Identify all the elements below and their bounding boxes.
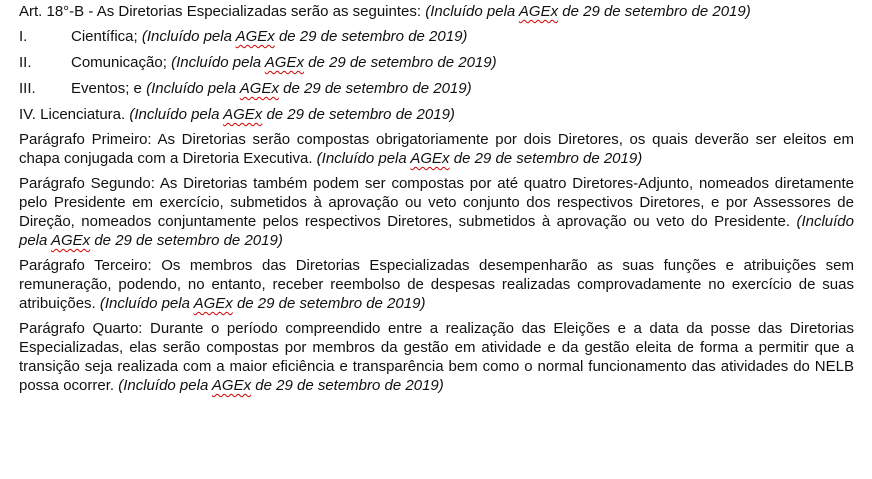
list-item [19,53,854,72]
paragraph-fourth [19,319,854,395]
agex-term: AGEx [410,150,450,167]
paragraph-text: Parágrafo Segundo: As Diretorias também podem ser compostas por até quatro Diretores-Adjunto, nomeados diretamente pelo Presidente em exercício, submetidos à aprovação ou veto conjunto dos respectivos Diretores, e por Assessores de Direção, nomeados conjuntamente pelos respectivos Diretores, submetidos à aprovação ou veto do Presidente. [19,175,854,230]
agex-term: AGEx [235,28,275,45]
list-item [19,27,854,46]
item-text: Científica; [71,28,138,45]
paragraph-text: Parágrafo Quarto: Durante o período compreendido entre a realização das Eleições e a data da posse das Diretorias Especializadas, elas serão compostas por membros da gestão em atividade e da gestão eleita de forma a permitir que a transição seja realizada com a maior eficiência e transparência bem como o normal funcionamento das atividades do NELB possa ocorrer. [19,320,854,394]
item-number: I. [19,28,28,45]
list-item [19,105,854,124]
paragraph-text: Parágrafo Primeiro: As Diretorias serão compostas obrigatoriamente por dois Diretores, os quais deverão ser eleitos em chapa conjugada com a Diretoria Executiva. [19,131,854,167]
agex-term: AGEx [239,80,279,97]
item-number: II. [19,54,32,71]
paragraph-third [19,256,854,313]
inclusion-note: (Incluído pela AGEx de 29 de setembro de 2019) [99,295,426,312]
paragraph-second [19,174,854,250]
item-text: Licenciatura. [40,106,126,123]
agex-term: AGEx [193,295,233,312]
inclusion-note: (Incluído pela AGEx de 29 de setembro de 2019) [171,54,497,71]
agex-term: AGEx [518,3,559,20]
inclusion-note: (Incluído pela AGEx de 29 de setembro de 2019) [118,377,444,394]
article-18b [19,2,854,21]
agex-term: AGEx [264,54,304,71]
inclusion-note: (Incluído pela AGEx de 29 de setembro de 2019) [19,213,854,249]
inclusion-note: (Incluído pela AGEx de 29 de setembro de 2019) [129,106,455,123]
list-item [19,79,854,98]
inclusion-note: (Incluído pela AGEx de 29 de setembro de 2019) [316,150,643,167]
article-text: Art. 18°-B - As Diretorias Especializadas serão as seguintes: [19,3,422,20]
inclusion-note: (Incluído pela AGEx de 29 de setembro de 2019) [425,3,751,20]
item-text: Eventos; e [71,80,142,97]
inclusion-note: (Incluído pela AGEx de 29 de setembro de 2019) [141,28,468,45]
item-number: III. [19,80,36,97]
paragraph-first [19,130,854,168]
item-number: IV. [19,106,36,123]
agex-term: AGEx [223,106,263,123]
inclusion-note: (Incluído pela AGEx de 29 de setembro de 2019) [146,80,472,97]
agex-term: AGEx [50,232,91,249]
paragraph-text: Parágrafo Terceiro: Os membros das Diretorias Especializadas desempenharão as suas funções e atribuições sem remuneração, podendo, no entanto, receber reembolso de despesas realizadas comprovadamente no exercício de suas atribuições. [19,257,854,312]
item-text: Comunicação; [71,54,167,71]
agex-term: AGEx [211,377,252,394]
